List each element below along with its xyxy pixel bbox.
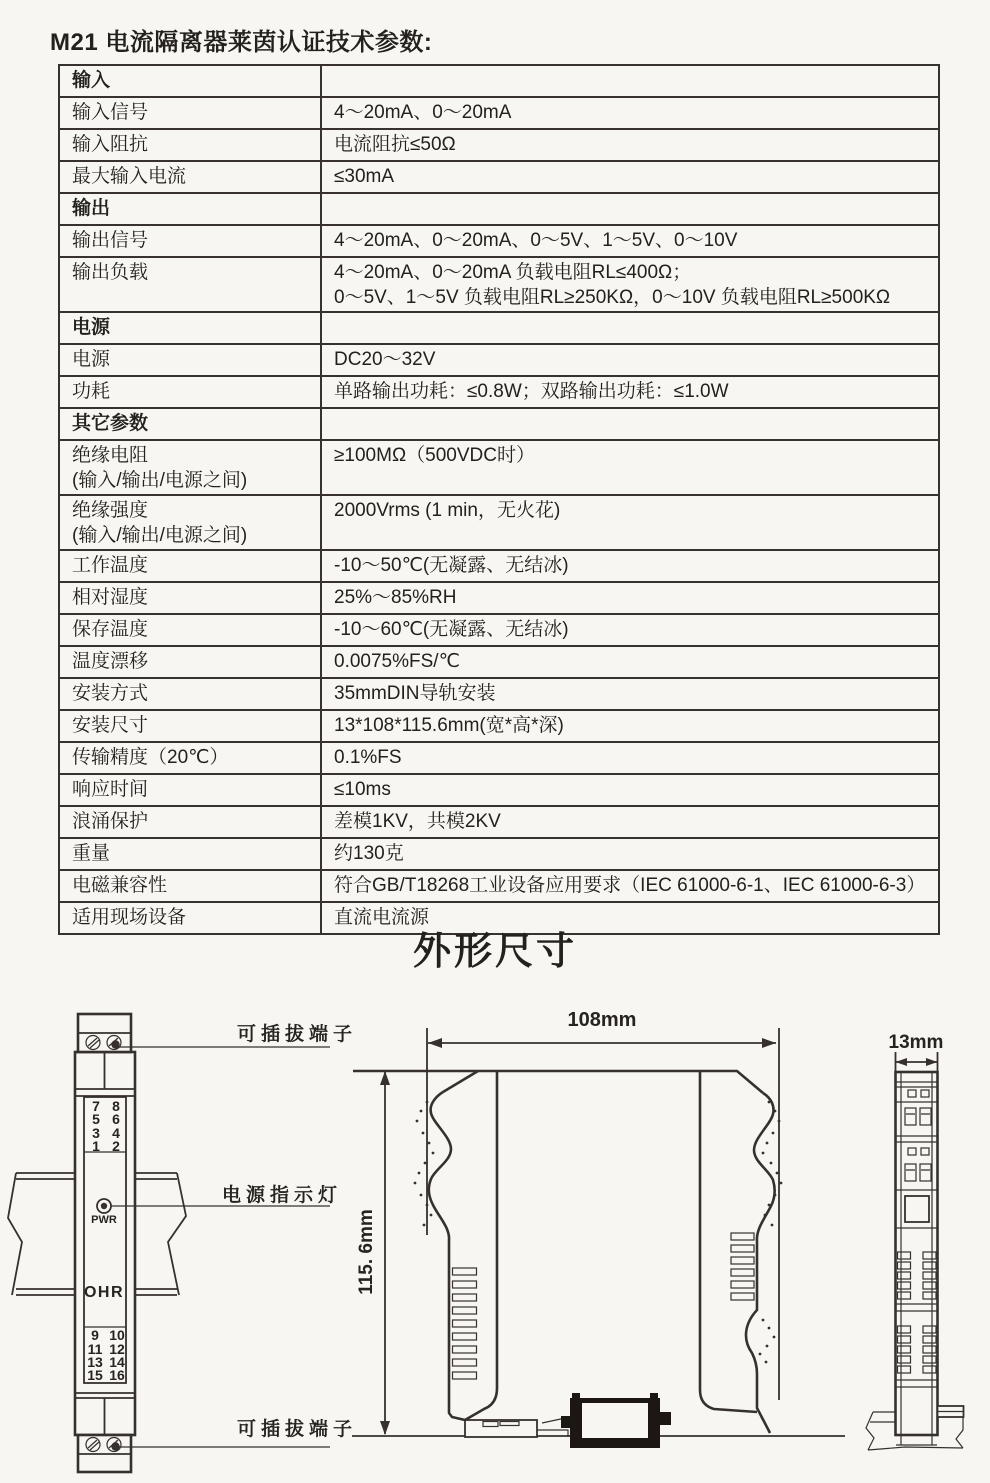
param-value: 4～20mA、0～20mA、0～5V、1～5V、0～10V — [321, 225, 939, 257]
profile-view-drawing — [352, 1009, 845, 1448]
param-label: 温度漂移 — [59, 646, 321, 678]
param-value — [321, 408, 939, 440]
spec-row — [59, 97, 939, 129]
side-module-details — [896, 1082, 937, 1387]
spec-row — [59, 376, 939, 408]
spec-row — [59, 646, 939, 678]
spec-row — [59, 838, 939, 870]
param-value: 35mmDIN导轨安装 — [321, 678, 939, 710]
spec-row — [59, 440, 939, 495]
spec-row — [59, 870, 939, 902]
param-label: 工作温度 — [59, 550, 321, 582]
terminal-number: 13 — [87, 1354, 103, 1370]
param-value: 0.0075%FS/℃ — [321, 646, 939, 678]
spec-row — [59, 161, 939, 193]
power-led-icon — [97, 1199, 111, 1213]
height-dimension-label: 115. 6mm — [356, 1209, 377, 1295]
terminal-number: 9 — [91, 1327, 99, 1343]
brand-logo: OHR — [83, 1284, 125, 1301]
param-label: 输入阻抗 — [59, 129, 321, 161]
param-label: 其它参数 — [59, 408, 321, 440]
terminal-number: 8 — [112, 1098, 120, 1114]
enclosure-outline — [353, 1071, 775, 1433]
terminal-number: 4 — [112, 1125, 120, 1141]
callout-top-terminal: 可插拔端子 — [237, 1024, 358, 1045]
terminal-number: 12 — [109, 1341, 125, 1357]
bottom-terminal-block — [78, 1435, 131, 1472]
spec-row — [59, 614, 939, 646]
param-value: 25%～85%RH — [321, 582, 939, 614]
param-value: 电流阻抗≤50Ω — [321, 129, 939, 161]
param-label: 安装方式 — [59, 678, 321, 710]
param-value: 2000Vrms (1 min，无火花) — [321, 495, 939, 550]
dimension-drawings — [0, 990, 990, 1483]
side-view-drawing — [866, 1032, 964, 1450]
param-value — [321, 193, 939, 225]
param-label: 适用现场设备 — [59, 902, 321, 934]
spec-row — [59, 678, 939, 710]
spec-row — [59, 225, 939, 257]
param-label: 最大输入电流 — [59, 161, 321, 193]
param-value: 0.1%FS — [321, 742, 939, 774]
spec-row — [59, 806, 939, 838]
param-label: 传输精度（20℃） — [59, 742, 321, 774]
param-label: 浪涌保护 — [59, 806, 321, 838]
top-terminal-block — [78, 1014, 131, 1052]
spec-row — [59, 582, 939, 614]
terminal-number: 15 — [87, 1367, 103, 1383]
screw-terminal-icon — [86, 1036, 100, 1050]
terminal-number: 14 — [109, 1354, 125, 1370]
spec-row — [59, 495, 939, 550]
param-value: ≤10ms — [321, 774, 939, 806]
param-value: -10～50℃(无凝露、无结冰) — [321, 550, 939, 582]
spec-section-row — [59, 193, 939, 225]
param-label: 绝缘强度 (输入/输出/电源之间) — [59, 495, 321, 550]
param-label: 绝缘电阻 (输入/输出/电源之间) — [59, 440, 321, 495]
spec-table — [58, 64, 940, 935]
terminal-number: 10 — [109, 1327, 125, 1343]
din-latch — [905, 1196, 929, 1222]
callout-bottom-terminal: 可插拔端子 — [237, 1419, 358, 1440]
param-label: 电磁兼容性 — [59, 870, 321, 902]
param-label: 重量 — [59, 838, 321, 870]
param-label: 相对湿度 — [59, 582, 321, 614]
spec-section-row — [59, 312, 939, 344]
width-dimension-label: 108mm — [567, 1009, 637, 1031]
param-label: 输出信号 — [59, 225, 321, 257]
terminal-number: 2 — [112, 1138, 120, 1154]
rail-cross-section — [465, 1417, 570, 1437]
param-value: 4～20mA、0～20mA 负载电阻RL≤400Ω； 0～5V、1～5V 负载电阻RL≥250KΩ，0～10V 负载电阻RL≥500KΩ — [321, 257, 939, 312]
spec-row — [59, 710, 939, 742]
spec-section-row — [59, 408, 939, 440]
param-value: 单路输出功耗：≤0.8W；双路输出功耗：≤1.0W — [321, 376, 939, 408]
terminal-number: 11 — [87, 1341, 103, 1357]
spec-row — [59, 129, 939, 161]
param-label: 电源 — [59, 312, 321, 344]
terminal-number: 16 — [109, 1367, 125, 1383]
param-value: 约130克 — [321, 838, 939, 870]
param-value: -10～60℃(无凝露、无结冰) — [321, 614, 939, 646]
param-value: 符合GB/T18268工业设备应用要求（IEC 61000-6-1、IEC 61000-6-3） — [321, 870, 939, 902]
param-label: 电源 — [59, 344, 321, 376]
front-view-drawing — [8, 1014, 330, 1472]
param-value: 13*108*115.6mm(宽*高*深) — [321, 710, 939, 742]
param-value: 直流电流源 — [321, 902, 939, 934]
din-clip — [561, 1393, 671, 1448]
param-value: ≥100MΩ（500VDC时） — [321, 440, 939, 495]
param-value: DC20～32V — [321, 344, 939, 376]
page-title: M21 电流隔离器莱茵认证技术参数: — [50, 29, 433, 56]
terminal-number: 5 — [92, 1111, 100, 1127]
terminal-number: 1 — [92, 1138, 100, 1154]
dimensions-section-title: 外形尺寸 — [412, 931, 577, 973]
spec-section-row — [59, 65, 939, 97]
pwr-label: PWR — [91, 1214, 117, 1226]
spec-row — [59, 550, 939, 582]
terminal-number: 3 — [92, 1125, 100, 1141]
param-value — [321, 65, 939, 97]
param-value: 差模1KV，共模2KV — [321, 806, 939, 838]
callout-power-led: 电源指示灯 — [222, 1185, 343, 1206]
spec-row — [59, 257, 939, 312]
param-label: 响应时间 — [59, 774, 321, 806]
param-value: ≤30mA — [321, 161, 939, 193]
param-label: 功耗 — [59, 376, 321, 408]
screw-terminal-icon — [86, 1438, 100, 1452]
terminal-number: 6 — [112, 1111, 120, 1127]
spec-row — [59, 742, 939, 774]
param-label: 保存温度 — [59, 614, 321, 646]
spec-row — [59, 774, 939, 806]
terminal-number: 7 — [92, 1098, 100, 1114]
param-label: 输出 — [59, 193, 321, 225]
param-label: 输入 — [59, 65, 321, 97]
param-value — [321, 312, 939, 344]
depth-dimension-label: 13mm — [888, 1032, 944, 1053]
spec-row — [59, 344, 939, 376]
param-label: 安装尺寸 — [59, 710, 321, 742]
param-label: 输入信号 — [59, 97, 321, 129]
param-label: 输出负载 — [59, 257, 321, 312]
surface-dots — [414, 1101, 783, 1364]
param-value: 4～20mA、0～20mA — [321, 97, 939, 129]
side-rail-clip — [866, 1406, 964, 1450]
